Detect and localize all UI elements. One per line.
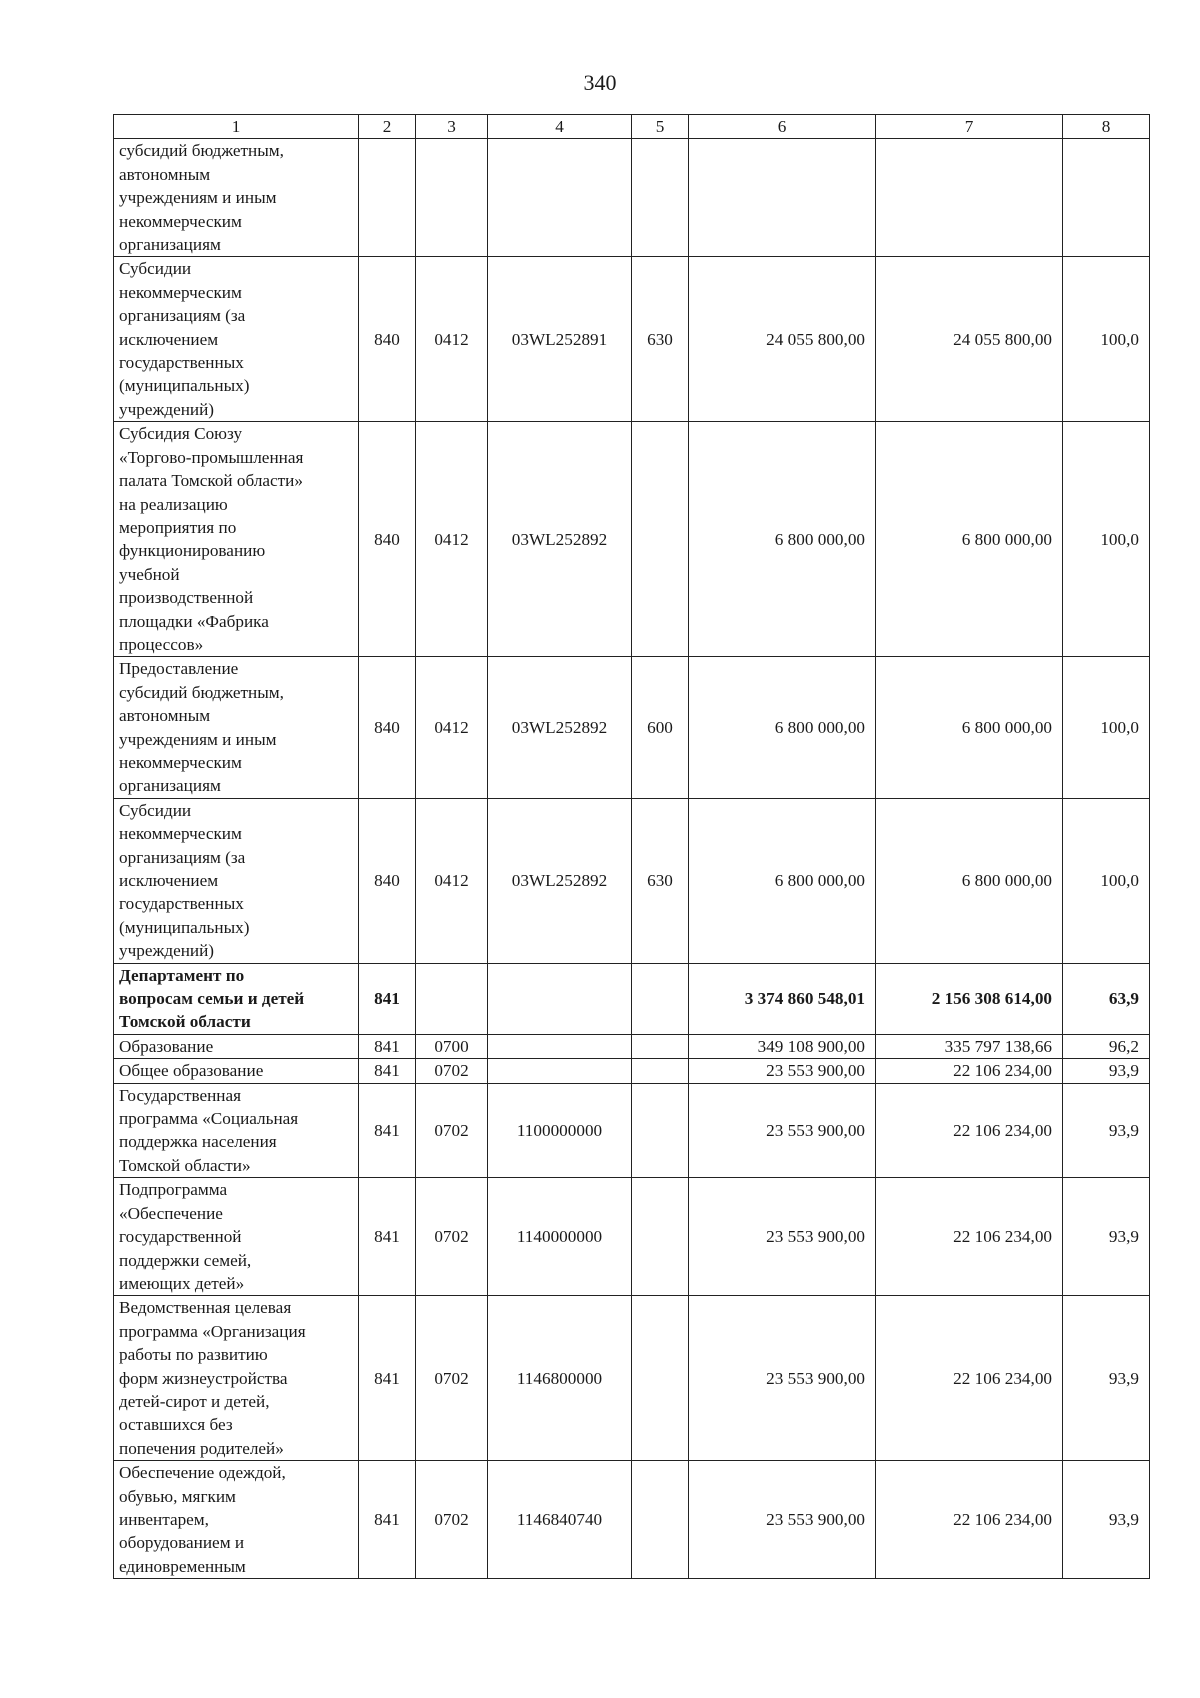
budget-table — [113, 114, 1150, 1579]
row-target-cell — [488, 1059, 632, 1083]
header-cell: 6 — [689, 115, 876, 139]
row-code-cell: 840 — [359, 657, 416, 798]
table-row — [114, 1296, 1150, 1461]
row-percent-cell — [1063, 139, 1150, 257]
row-percent-cell: 93,9 — [1063, 1461, 1150, 1579]
header-cell: 2 — [359, 115, 416, 139]
row-section-cell: 0412 — [416, 257, 488, 422]
row-name-cell: Государственная программа «Социальная поддержка населения Томской области» — [114, 1083, 359, 1178]
row-target-cell: 03WL252892 — [488, 798, 632, 963]
row-name-cell: Подпрограмма «Обеспечение государственной поддержки семей, имеющих детей» — [114, 1178, 359, 1296]
row-type-cell — [632, 1059, 689, 1083]
row-name-cell: Общее образование — [114, 1059, 359, 1083]
row-percent-cell: 93,9 — [1063, 1178, 1150, 1296]
row-type-cell: 630 — [632, 798, 689, 963]
row-actual-cell: 22 106 234,00 — [876, 1083, 1063, 1178]
row-section-cell: 0702 — [416, 1461, 488, 1579]
row-type-cell — [632, 1034, 689, 1058]
row-plan-cell: 23 553 900,00 — [689, 1083, 876, 1178]
row-name-cell: субсидий бюджетным, автономным учреждениям и иным некоммерческим организациям — [114, 139, 359, 257]
row-section-cell: 0702 — [416, 1059, 488, 1083]
row-type-cell — [632, 1178, 689, 1296]
row-plan-cell — [689, 139, 876, 257]
table-row — [114, 1034, 1150, 1058]
row-name-cell: Субсидии некоммерческим организациям (за исключением государственных (муниципальных) учреждений) — [114, 257, 359, 422]
header-cell: 4 — [488, 115, 632, 139]
table-row — [114, 1059, 1150, 1083]
row-target-cell — [488, 963, 632, 1034]
row-actual-cell: 24 055 800,00 — [876, 257, 1063, 422]
page-number: 340 — [583, 70, 617, 95]
row-name-cell: Образование — [114, 1034, 359, 1058]
row-code-cell — [359, 139, 416, 257]
row-code-cell: 840 — [359, 798, 416, 963]
row-plan-cell: 24 055 800,00 — [689, 257, 876, 422]
header-cell: 8 — [1063, 115, 1150, 139]
row-section-cell: 0702 — [416, 1178, 488, 1296]
row-target-cell — [488, 139, 632, 257]
row-plan-cell: 3 374 860 548,01 — [689, 963, 876, 1034]
row-actual-cell: 335 797 138,66 — [876, 1034, 1063, 1058]
row-plan-cell: 23 553 900,00 — [689, 1461, 876, 1579]
row-code-cell: 840 — [359, 257, 416, 422]
row-section-cell: 0702 — [416, 1296, 488, 1461]
row-type-cell — [632, 139, 689, 257]
table-row — [114, 657, 1150, 798]
row-actual-cell — [876, 139, 1063, 257]
row-name-cell: Субсидии некоммерческим организациям (за исключением государственных (муниципальных) учреждений) — [114, 798, 359, 963]
row-name-cell: Предоставление субсидий бюджетным, автономным учреждениям и иным некоммерческим организациям — [114, 657, 359, 798]
row-target-cell: 03WL252892 — [488, 422, 632, 657]
header-cell: 7 — [876, 115, 1063, 139]
row-target-cell: 1146800000 — [488, 1296, 632, 1461]
header-cell: 5 — [632, 115, 689, 139]
row-percent-cell: 100,0 — [1063, 657, 1150, 798]
row-plan-cell: 6 800 000,00 — [689, 657, 876, 798]
row-target-cell: 1140000000 — [488, 1178, 632, 1296]
row-section-cell: 0412 — [416, 798, 488, 963]
row-type-cell: 600 — [632, 657, 689, 798]
header-cell: 1 — [114, 115, 359, 139]
row-target-cell: 03WL252892 — [488, 657, 632, 798]
row-actual-cell: 22 106 234,00 — [876, 1059, 1063, 1083]
table-row — [114, 1083, 1150, 1178]
row-percent-cell: 100,0 — [1063, 798, 1150, 963]
row-actual-cell: 6 800 000,00 — [876, 422, 1063, 657]
row-code-cell: 841 — [359, 1059, 416, 1083]
row-plan-cell: 23 553 900,00 — [689, 1296, 876, 1461]
row-actual-cell: 22 106 234,00 — [876, 1178, 1063, 1296]
row-actual-cell: 6 800 000,00 — [876, 798, 1063, 963]
row-code-cell: 841 — [359, 1178, 416, 1296]
row-section-cell: 0702 — [416, 1083, 488, 1178]
row-target-cell: 1146840740 — [488, 1461, 632, 1579]
row-code-cell: 841 — [359, 1034, 416, 1058]
row-type-cell — [632, 963, 689, 1034]
header-cell: 3 — [416, 115, 488, 139]
row-target-cell: 1100000000 — [488, 1083, 632, 1178]
row-actual-cell: 22 106 234,00 — [876, 1461, 1063, 1579]
row-section-cell: 0412 — [416, 422, 488, 657]
row-target-cell: 03WL252891 — [488, 257, 632, 422]
row-name-cell: Ведомственная целевая программа «Организация работы по развитию форм жизнеустройства детей-сирот и детей, оставшихся без попечения родителей» — [114, 1296, 359, 1461]
header-row — [114, 115, 1150, 139]
row-actual-cell: 22 106 234,00 — [876, 1296, 1063, 1461]
row-actual-cell: 6 800 000,00 — [876, 657, 1063, 798]
row-code-cell: 841 — [359, 1296, 416, 1461]
row-code-cell: 841 — [359, 1083, 416, 1178]
row-section-cell — [416, 963, 488, 1034]
row-percent-cell: 93,9 — [1063, 1083, 1150, 1178]
row-percent-cell: 100,0 — [1063, 422, 1150, 657]
table-row — [114, 1461, 1150, 1579]
row-target-cell — [488, 1034, 632, 1058]
table-row — [114, 139, 1150, 257]
table-row — [114, 257, 1150, 422]
row-percent-cell: 63,9 — [1063, 963, 1150, 1034]
row-type-cell — [632, 1461, 689, 1579]
table-row — [114, 963, 1150, 1034]
row-percent-cell: 100,0 — [1063, 257, 1150, 422]
row-name-cell: Департамент по вопросам семьи и детей Томской области — [114, 963, 359, 1034]
table-row — [114, 422, 1150, 657]
row-name-cell: Субсидия Союзу «Торгово-промышленная палата Томской области» на реализацию мероприятия по функционированию учебной производственной площадки «Фабрика процессов» — [114, 422, 359, 657]
row-section-cell — [416, 139, 488, 257]
row-actual-cell: 2 156 308 614,00 — [876, 963, 1063, 1034]
row-code-cell: 841 — [359, 1461, 416, 1579]
row-type-cell — [632, 1083, 689, 1178]
row-plan-cell: 6 800 000,00 — [689, 422, 876, 657]
row-percent-cell: 96,2 — [1063, 1034, 1150, 1058]
row-type-cell — [632, 1296, 689, 1461]
row-type-cell — [632, 422, 689, 657]
row-code-cell: 841 — [359, 963, 416, 1034]
row-section-cell: 0412 — [416, 657, 488, 798]
row-plan-cell: 6 800 000,00 — [689, 798, 876, 963]
row-name-cell: Обеспечение одеждой, обувью, мягким инвентарем, оборудованием и единовременным — [114, 1461, 359, 1579]
row-type-cell: 630 — [632, 257, 689, 422]
row-code-cell: 840 — [359, 422, 416, 657]
row-section-cell: 0700 — [416, 1034, 488, 1058]
row-plan-cell: 23 553 900,00 — [689, 1059, 876, 1083]
table-row — [114, 798, 1150, 963]
row-percent-cell: 93,9 — [1063, 1296, 1150, 1461]
row-plan-cell: 23 553 900,00 — [689, 1178, 876, 1296]
row-percent-cell: 93,9 — [1063, 1059, 1150, 1083]
table-row — [114, 1178, 1150, 1296]
row-plan-cell: 349 108 900,00 — [689, 1034, 876, 1058]
